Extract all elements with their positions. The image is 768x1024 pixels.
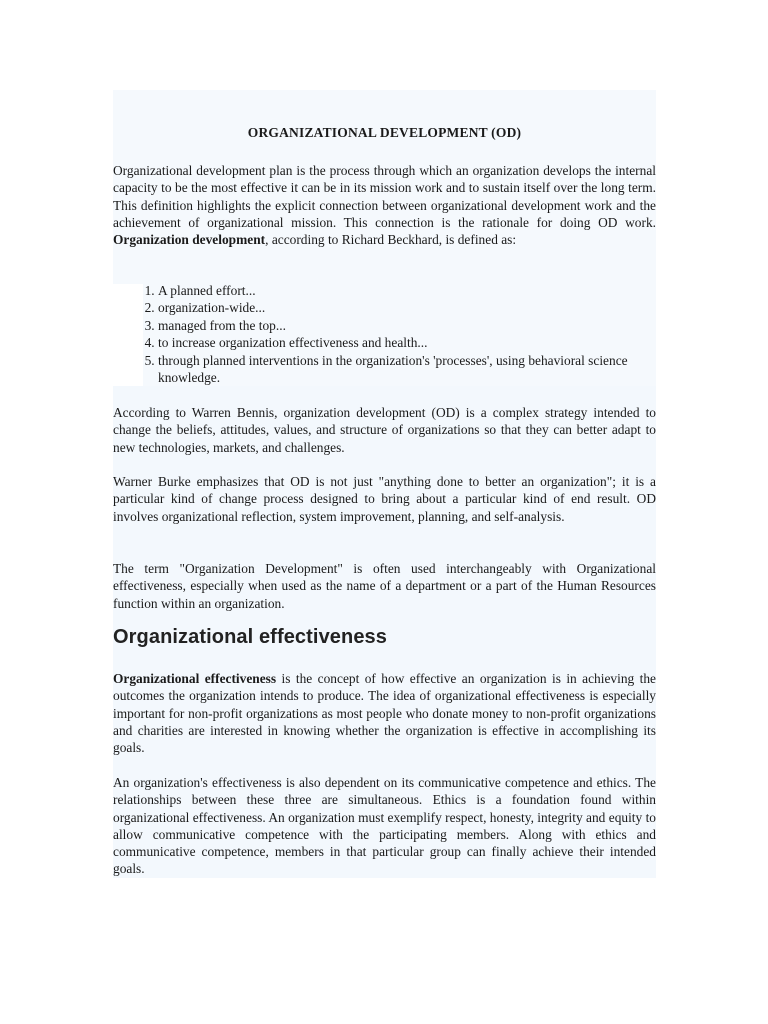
burke-paragraph: Warner Burke emphasizes that OD is not just "anything done to better an organization"; it is a particular kind of change process designed to bring about a particular kind of end result. OD involves organizational reflection, system improvement, planning, and self-analysis. [113, 474, 656, 524]
intro-bold-term: Organization development [113, 232, 266, 248]
intro-text: Organizational development plan is the process through which an organization develops the internal capacity to be the most effective it can be in its mission work and to sustain itself over the long term. This definition highlights the explicit connection between organizational development work and the achievement of organizational mission. This connection is the rationale for doing OD work. [113, 163, 656, 230]
intro-paragraph [113, 162, 656, 248]
effectiveness-bold-term: Organizational effectiveness [113, 671, 277, 686]
effectiveness-text: is the concept of how effective an organization is in achieving the outcomes the organization intends to produce. The idea of organizational effectiveness is especially important for non-profit organizations as most people who donate money to non-profit organizations and charities are interested in knowing whether the organization is effective in accomplishing its goals. [113, 671, 657, 756]
list-item: 4. to increase organization effectiveness and health... [158, 334, 656, 351]
section-heading: Organizational effectiveness [113, 626, 388, 648]
ethics-paragraph: An organization's effectiveness is also dependent on its communicative competence and ethics. The relationships between these three are simultaneous. Ethics is a foundation found within organizational effectiveness. An organization must exemplify respect, honesty, integrity and equity to allow communicative competence with the participating members. Along with ethics and communicative competence, members in that particular group can finally achieve their intended goals. [113, 775, 656, 877]
document-title: ORGANIZATIONAL DEVELOPMENT (OD) [247, 125, 522, 140]
beckhard-definition-list [113, 282, 656, 386]
list-item: 1. A planned effort... [158, 282, 656, 299]
list-item: 5. through planned interventions in the organization's 'processes', using behavioral science knowledge. [158, 352, 656, 387]
intro-text-end: , according to Richard Beckhard, is defined as: [265, 232, 517, 248]
list-item: 2. organization-wide... [158, 299, 656, 316]
term-paragraph: The term "Organization Development" is often used interchangeably with Organizational effectiveness, especially when used as the name of a department or a part of the Human Resources function within an organization. [113, 561, 656, 611]
list-item: 3. managed from the top... [158, 317, 656, 334]
effectiveness-paragraph [113, 670, 656, 756]
bennis-paragraph: According to Warren Bennis, organization development (OD) is a complex strategy intended to change the beliefs, attitudes, values, and structure of organizations so that they can better adapt to new technologies, markets, and challenges. [113, 405, 656, 455]
